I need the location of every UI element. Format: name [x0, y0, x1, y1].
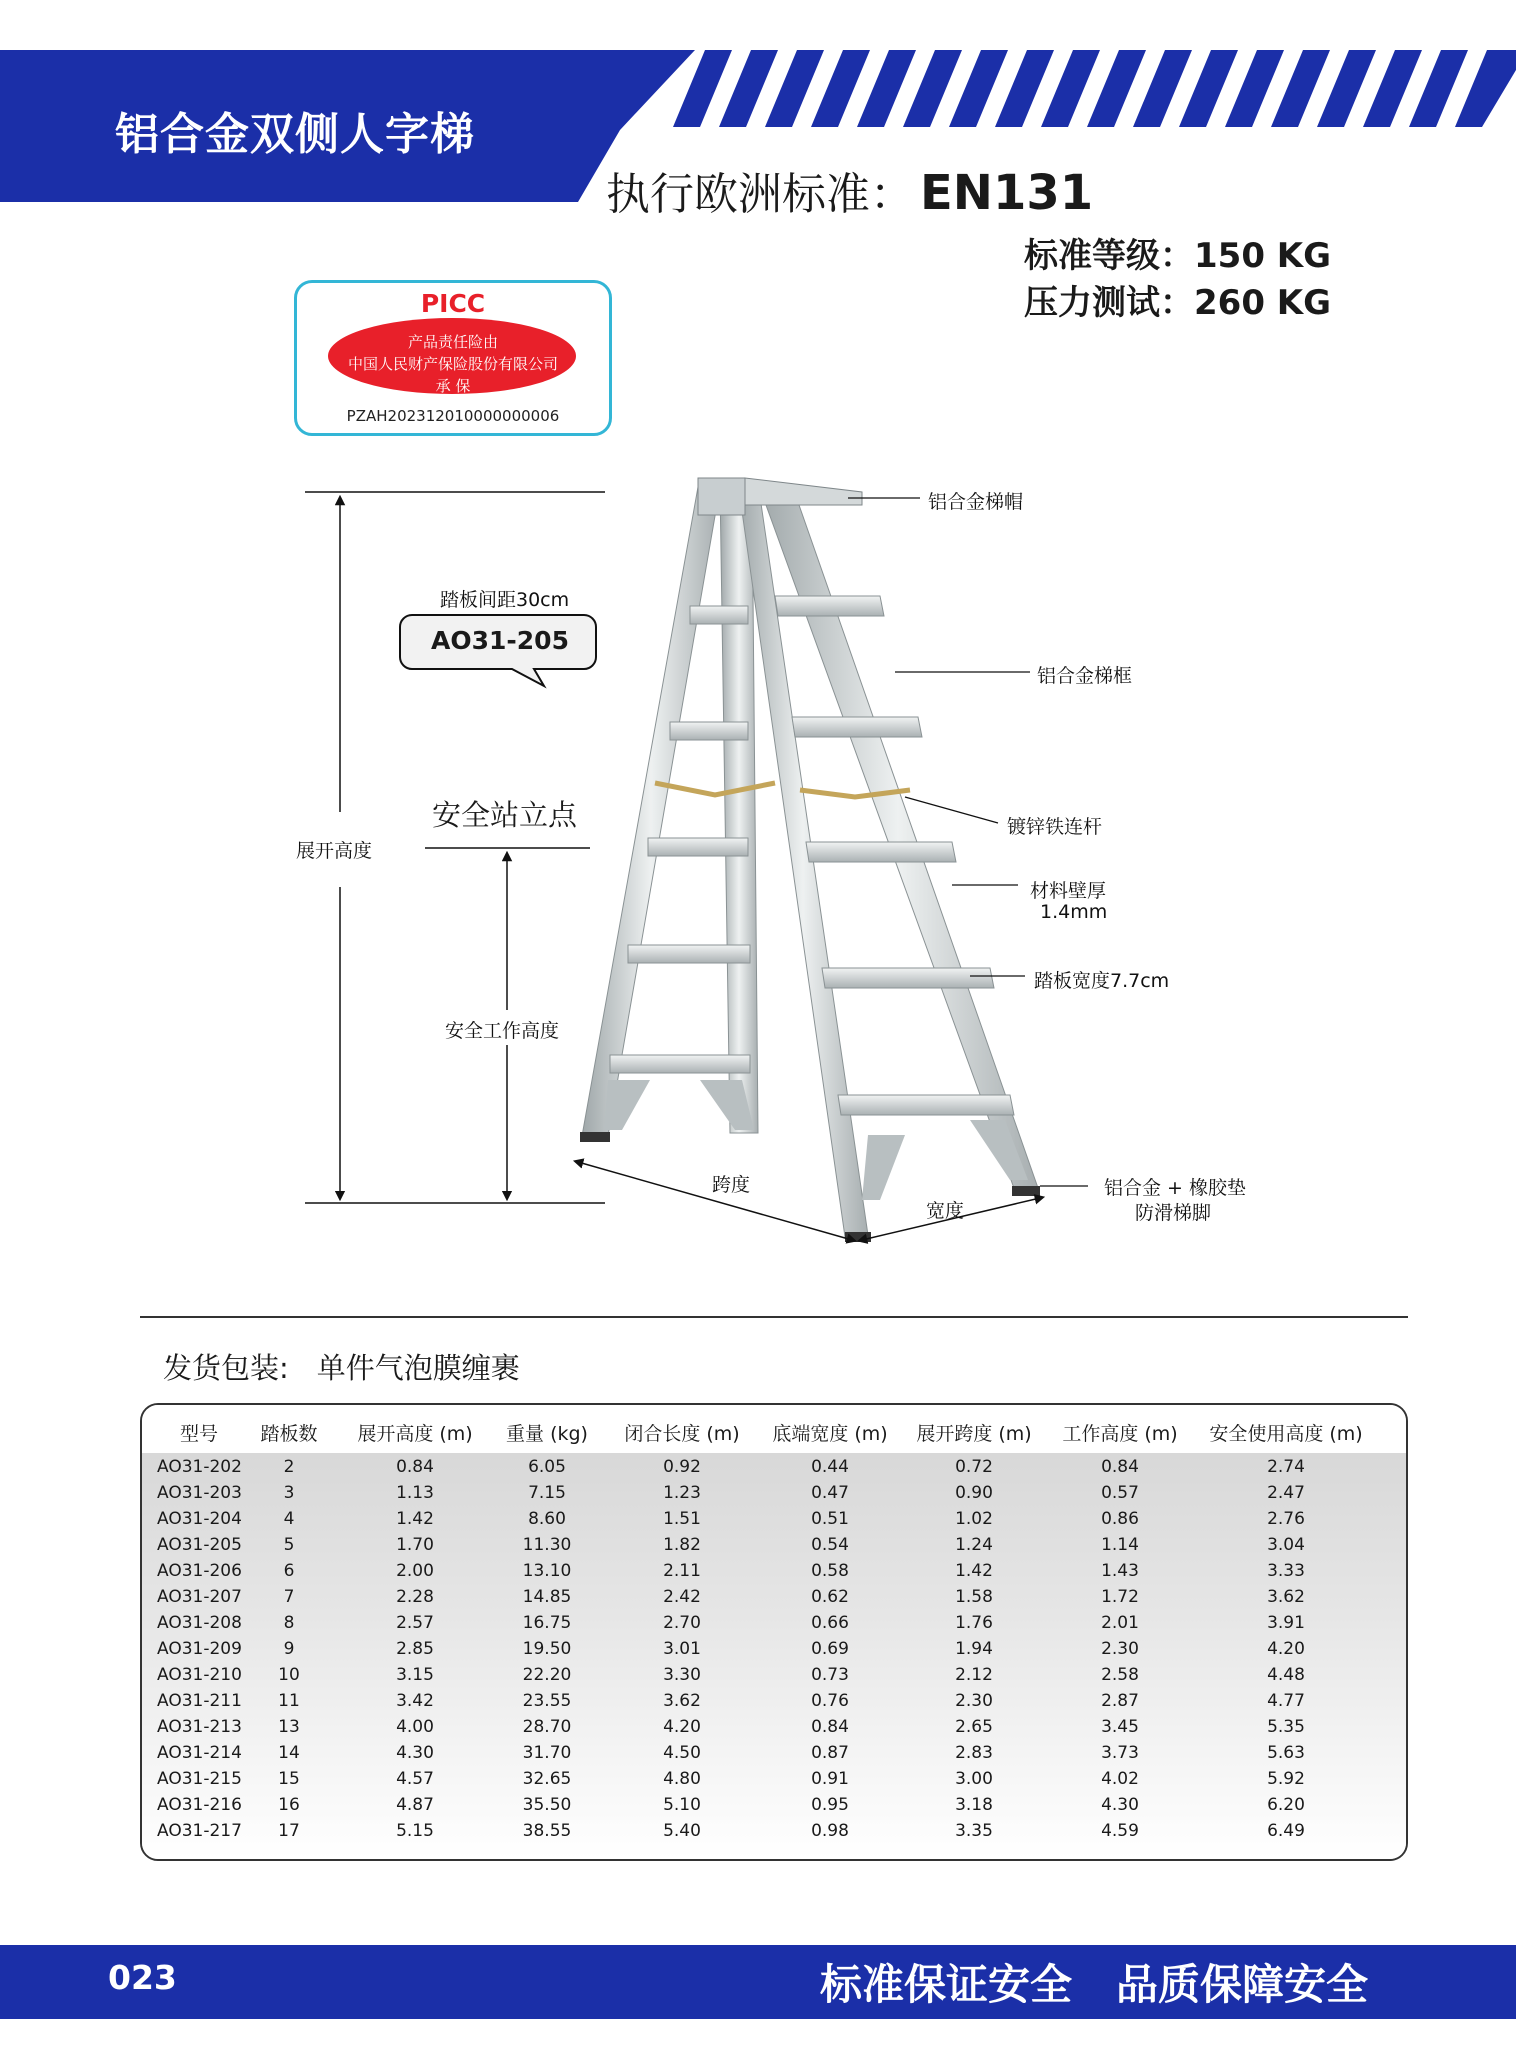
- callout-wall-value: 1.4mm: [1040, 901, 1108, 923]
- table-cell: 5.63: [1267, 1743, 1305, 1763]
- table-cell: 23.55: [522, 1691, 572, 1711]
- table-cell: AO31-208: [157, 1613, 242, 1633]
- table-header-cell: 闭合长度 (m): [624, 1423, 740, 1445]
- table-header-cell: 底端宽度 (m): [772, 1423, 888, 1445]
- picc-line3: 承 保: [435, 377, 471, 395]
- table-header-cell: 工作高度 (m): [1062, 1423, 1178, 1445]
- table-cell: 0.54: [811, 1535, 849, 1555]
- table-cell: 2.85: [396, 1639, 434, 1659]
- table-cell: 3.18: [955, 1795, 993, 1815]
- table-row: [142, 1665, 1406, 1691]
- table-row: [142, 1795, 1406, 1821]
- page-number: 023: [108, 1958, 177, 1997]
- table-cell: 2.00: [396, 1561, 434, 1581]
- table-cell: 32.65: [522, 1769, 572, 1789]
- picc-line1: 产品责任险由: [407, 333, 498, 351]
- table-cell: AO31-205: [157, 1535, 242, 1555]
- table-cell: 3.04: [1267, 1535, 1305, 1555]
- table-cell: 1.94: [955, 1639, 993, 1659]
- table-cell: 2: [283, 1457, 295, 1477]
- table-body: [142, 1453, 1406, 1859]
- open-height-label: 展开高度: [296, 840, 373, 862]
- packing-value: 单件气泡膜缠裹: [316, 1351, 520, 1385]
- table-cell: 14: [278, 1743, 300, 1763]
- table-cell: AO31-210: [157, 1665, 242, 1685]
- table-cell: 3.15: [396, 1665, 434, 1685]
- table-cell: 4.02: [1101, 1769, 1139, 1789]
- spec-grade: 标准等级：150 KG: [1024, 236, 1332, 276]
- table-cell: 1.76: [955, 1613, 993, 1633]
- table-cell: 4: [283, 1509, 295, 1529]
- table-cell: 1.58: [955, 1587, 993, 1607]
- packing-line: [163, 1346, 520, 1387]
- table-cell: 4.87: [396, 1795, 434, 1815]
- callout-foot-antislip: 防滑梯脚: [1135, 1202, 1212, 1224]
- callout-rod: 镀锌铁连杆: [1007, 816, 1103, 838]
- table-cell: 2.57: [396, 1613, 434, 1633]
- table-header-cell: 安全使用高度 (m): [1209, 1423, 1363, 1445]
- table-cell: 6: [283, 1561, 295, 1581]
- table-cell: 4.00: [396, 1717, 434, 1737]
- table-row: [142, 1561, 1406, 1587]
- table-cell: 6.05: [528, 1457, 566, 1477]
- table-cell: 0.90: [955, 1483, 993, 1503]
- table-cell: 5.15: [396, 1821, 434, 1841]
- table-cell: 11.30: [522, 1535, 572, 1555]
- table-cell: 3: [283, 1483, 295, 1503]
- table-cell: 4.30: [1101, 1795, 1139, 1815]
- standard-prefix: 执行欧洲标准：: [606, 169, 914, 220]
- spec-table: [140, 1403, 1408, 1861]
- table-header-cell: 踏板数: [260, 1423, 318, 1445]
- table-cell: 0.86: [1101, 1509, 1139, 1529]
- table-cell: 1.70: [396, 1535, 434, 1555]
- table-cell: 6.20: [1267, 1795, 1305, 1815]
- table-cell: 5: [283, 1535, 295, 1555]
- table-cell: AO31-202: [157, 1457, 242, 1477]
- table-cell: 3.35: [955, 1821, 993, 1841]
- table-cell: 5.10: [663, 1795, 701, 1815]
- table-row: [142, 1821, 1406, 1847]
- table-cell: 22.20: [522, 1665, 572, 1685]
- table-cell: 2.83: [955, 1743, 993, 1763]
- callout-wall: 材料壁厚: [1030, 880, 1107, 902]
- table-row: [142, 1587, 1406, 1613]
- table-cell: 0.84: [396, 1457, 434, 1477]
- table-cell: 0.76: [811, 1691, 849, 1711]
- table-header-cell: 重量 (kg): [506, 1423, 588, 1445]
- table-cell: 4.20: [663, 1717, 701, 1737]
- table-cell: 8: [283, 1613, 295, 1633]
- table-cell: 2.87: [1101, 1691, 1139, 1711]
- table-cell: 3.33: [1267, 1561, 1305, 1581]
- table-cell: 2.30: [955, 1691, 993, 1711]
- callout-foot-material: 铝合金 + 橡胶垫: [1104, 1177, 1246, 1199]
- table-row: [142, 1639, 1406, 1665]
- table-cell: AO31-204: [157, 1509, 242, 1529]
- step-spacing-label: 踏板间距30cm: [440, 589, 570, 611]
- table-cell: 4.57: [396, 1769, 434, 1789]
- table-cell: 5.40: [663, 1821, 701, 1841]
- table-cell: AO31-206: [157, 1561, 242, 1581]
- footer-slogan: [820, 1952, 1368, 2012]
- table-cell: AO31-215: [157, 1769, 242, 1789]
- table-cell: 0.47: [811, 1483, 849, 1503]
- table-cell: 0.66: [811, 1613, 849, 1633]
- table-cell: 1.43: [1101, 1561, 1139, 1581]
- table-cell: 2.58: [1101, 1665, 1139, 1685]
- table-cell: 3.73: [1101, 1743, 1139, 1763]
- table-cell: 0.98: [811, 1821, 849, 1841]
- table-cell: 8.60: [528, 1509, 566, 1529]
- table-cell: 2.70: [663, 1613, 701, 1633]
- table-cell: 0.58: [811, 1561, 849, 1581]
- table-cell: 2.01: [1101, 1613, 1139, 1633]
- safe-work-height-label: 安全工作高度: [445, 1020, 560, 1042]
- table-cell: AO31-217: [157, 1821, 242, 1841]
- table-cell: 10: [278, 1665, 300, 1685]
- slogan-1: 标准保证安全: [820, 1960, 1073, 2009]
- table-cell: 1.14: [1101, 1535, 1139, 1555]
- table-cell: 3.01: [663, 1639, 701, 1659]
- table-cell: 0.62: [811, 1587, 849, 1607]
- table-row: [142, 1509, 1406, 1535]
- table-cell: 1.82: [663, 1535, 701, 1555]
- table-cell: AO31-207: [157, 1587, 242, 1607]
- table-header: [142, 1405, 1406, 1453]
- table-cell: 2.42: [663, 1587, 701, 1607]
- model-label: AO31-205: [431, 626, 569, 655]
- table-cell: AO31-216: [157, 1795, 242, 1815]
- table-cell: 3.00: [955, 1769, 993, 1789]
- table-cell: 0.69: [811, 1639, 849, 1659]
- table-cell: 1.42: [396, 1509, 434, 1529]
- table-cell: 0.87: [811, 1743, 849, 1763]
- table-cell: AO31-213: [157, 1717, 242, 1737]
- divider: [140, 1316, 1408, 1318]
- table-row: [142, 1691, 1406, 1717]
- table-cell: 38.55: [522, 1821, 572, 1841]
- picc-logo-text: PICC: [420, 289, 486, 318]
- page-title: 铝合金双侧人字梯: [115, 109, 475, 160]
- table-cell: 9: [283, 1639, 295, 1659]
- table-cell: 14.85: [522, 1587, 572, 1607]
- table-cell: 3.91: [1267, 1613, 1305, 1633]
- standard-code: EN131: [920, 165, 1094, 221]
- table-cell: 0.51: [811, 1509, 849, 1529]
- table-cell: 4.30: [396, 1743, 434, 1763]
- table-cell: 17: [278, 1821, 300, 1841]
- table-cell: 2.74: [1267, 1457, 1305, 1477]
- table-cell: 0.95: [811, 1795, 849, 1815]
- safe-standing-point-label: 安全站立点: [432, 798, 578, 832]
- table-row: [142, 1769, 1406, 1795]
- callout-frame: 铝合金梯框: [1037, 665, 1133, 687]
- table-cell: 13.10: [522, 1561, 572, 1581]
- table-cell: 3.45: [1101, 1717, 1139, 1737]
- table-header-cell: 展开跨度 (m): [916, 1423, 1032, 1445]
- table-cell: 1.51: [663, 1509, 701, 1529]
- table-cell: 0.91: [811, 1769, 849, 1789]
- table-cell: 6.49: [1267, 1821, 1305, 1841]
- table-cell: 0.73: [811, 1665, 849, 1685]
- table-cell: 5.35: [1267, 1717, 1305, 1737]
- table-cell: 4.80: [663, 1769, 701, 1789]
- table-row: [142, 1613, 1406, 1639]
- table-cell: 0.44: [811, 1457, 849, 1477]
- table-cell: 1.13: [396, 1483, 434, 1503]
- table-cell: 4.77: [1267, 1691, 1305, 1711]
- table-header-cell: 展开高度 (m): [357, 1423, 473, 1445]
- table-row: [142, 1535, 1406, 1561]
- policy-number: PZAH202312010000000006: [346, 407, 560, 425]
- standard-line: [606, 158, 1093, 222]
- table-cell: 2.47: [1267, 1483, 1305, 1503]
- table-cell: 0.57: [1101, 1483, 1139, 1503]
- table-cell: 4.20: [1267, 1639, 1305, 1659]
- callout-tread-width: 踏板宽度7.7cm: [1034, 970, 1170, 992]
- picc-insurance-badge: [294, 280, 612, 436]
- table-cell: 3.62: [1267, 1587, 1305, 1607]
- spec-test: 压力测试：260 KG: [1024, 283, 1332, 323]
- table-cell: 0.84: [811, 1717, 849, 1737]
- table-cell: 31.70: [522, 1743, 572, 1763]
- table-cell: 4.48: [1267, 1665, 1305, 1685]
- table-cell: 2.11: [663, 1561, 701, 1581]
- table-cell: 7: [283, 1587, 295, 1607]
- callout-cap: 铝合金梯帽: [928, 491, 1024, 513]
- table-row: [142, 1743, 1406, 1769]
- table-cell: 5.92: [1267, 1769, 1305, 1789]
- table-cell: AO31-209: [157, 1639, 242, 1659]
- table-cell: 0.92: [663, 1457, 701, 1477]
- slogan-2: 品质保障安全: [1116, 1960, 1369, 2009]
- table-cell: AO31-203: [157, 1483, 242, 1503]
- table-cell: 11: [278, 1691, 300, 1711]
- table-row: [142, 1717, 1406, 1743]
- width-label: 宽度: [926, 1200, 965, 1222]
- table-cell: 3.30: [663, 1665, 701, 1685]
- table-cell: AO31-211: [157, 1691, 242, 1711]
- ladder-diagram: [0, 440, 1516, 1260]
- table-cell: 19.50: [522, 1639, 572, 1659]
- table-cell: 13: [278, 1717, 300, 1737]
- table-cell: 4.50: [663, 1743, 701, 1763]
- table-header-cell: 型号: [179, 1423, 219, 1445]
- table-cell: 16.75: [522, 1613, 572, 1633]
- table-cell: 1.23: [663, 1483, 701, 1503]
- table-cell: 3.42: [396, 1691, 434, 1711]
- packing-label: 发货包装:: [163, 1351, 289, 1385]
- table-cell: 2.28: [396, 1587, 434, 1607]
- table-cell: 2.76: [1267, 1509, 1305, 1529]
- table-cell: 3.62: [663, 1691, 701, 1711]
- table-cell: 1.02: [955, 1509, 993, 1529]
- table-row: [142, 1457, 1406, 1483]
- table-cell: 7.15: [528, 1483, 566, 1503]
- table-cell: AO31-214: [157, 1743, 242, 1763]
- table-cell: 28.70: [522, 1717, 572, 1737]
- span-label: 跨度: [712, 1174, 751, 1196]
- table-cell: 1.42: [955, 1561, 993, 1581]
- table-cell: 2.12: [955, 1665, 993, 1685]
- table-cell: 0.84: [1101, 1457, 1139, 1477]
- table-cell: 16: [278, 1795, 300, 1815]
- table-cell: 15: [278, 1769, 300, 1789]
- table-row: [142, 1483, 1406, 1509]
- table-cell: 35.50: [522, 1795, 572, 1815]
- table-cell: 0.72: [955, 1457, 993, 1477]
- table-cell: 1.72: [1101, 1587, 1139, 1607]
- picc-line2: 中国人民财产保险股份有限公司: [347, 355, 558, 373]
- table-cell: 2.30: [1101, 1639, 1139, 1659]
- table-cell: 4.59: [1101, 1821, 1139, 1841]
- table-cell: 1.24: [955, 1535, 993, 1555]
- table-cell: 2.65: [955, 1717, 993, 1737]
